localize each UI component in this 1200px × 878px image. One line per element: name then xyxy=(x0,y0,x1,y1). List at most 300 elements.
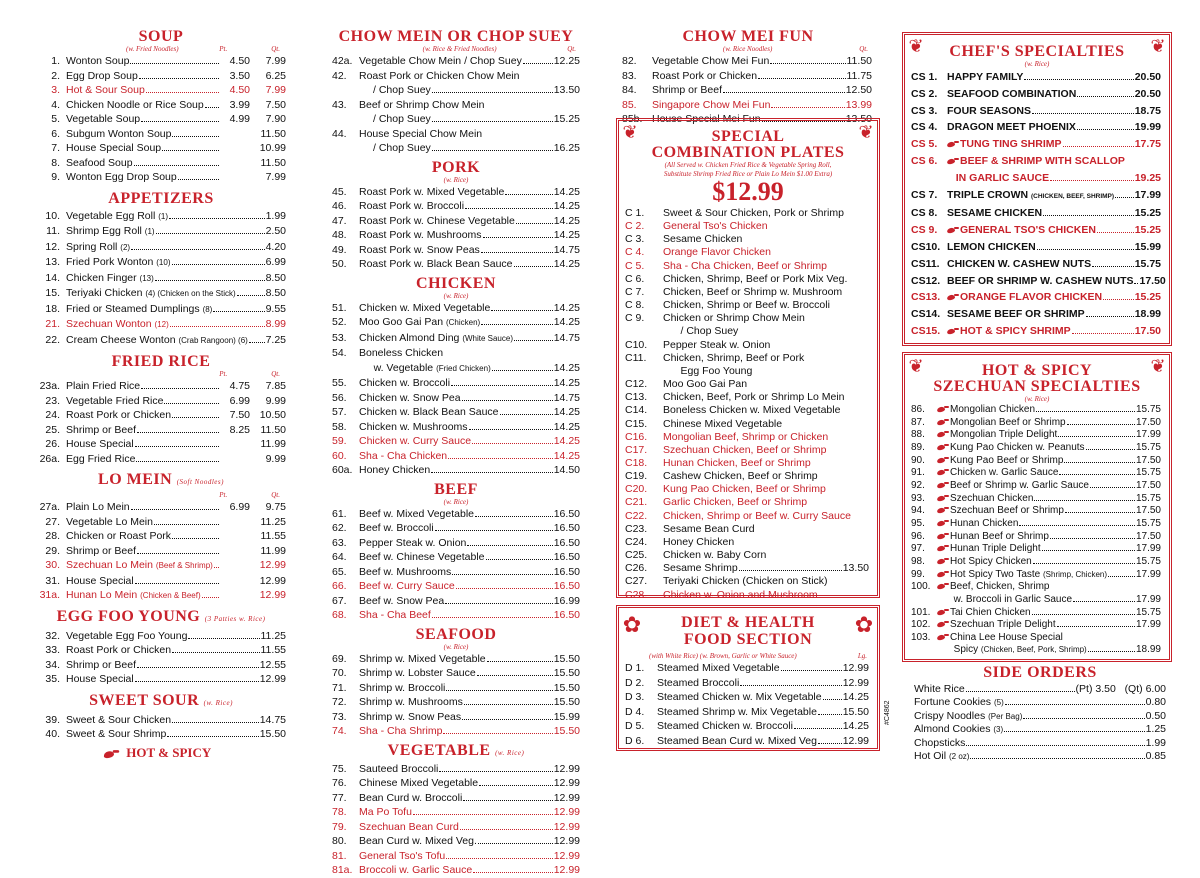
combo-item xyxy=(625,312,869,325)
hot-spicy-sub xyxy=(905,395,1169,404)
item-number: 102. xyxy=(911,619,931,631)
soup-subheader xyxy=(36,45,286,54)
item-note: (1) xyxy=(158,211,169,221)
item-name: Garlic Chicken, Beef or Shrimp xyxy=(663,496,808,509)
item-name-text: Beef, Chicken, Shrimp xyxy=(950,581,1050,593)
leader-dots xyxy=(162,149,219,151)
item-name xyxy=(66,394,163,409)
item-price-pt: 8.25 xyxy=(229,423,250,436)
leader-dots xyxy=(1050,179,1134,181)
item-name-cont: / Chop Suey xyxy=(373,142,431,154)
leader-dots xyxy=(1115,196,1134,198)
item-name xyxy=(66,558,213,574)
item-number: 26a. xyxy=(39,452,60,465)
leader-dots xyxy=(172,135,219,137)
item-name xyxy=(359,214,515,229)
item-price: 1.25 xyxy=(1145,723,1166,736)
item-name xyxy=(359,652,486,667)
item-name xyxy=(914,696,1004,710)
diet-item xyxy=(625,705,869,720)
fried-rice-item xyxy=(36,452,286,467)
item-name xyxy=(359,666,476,681)
combo-item xyxy=(625,536,869,549)
item-price: 12.99 xyxy=(553,835,580,847)
item-name-text: China Lee House Special xyxy=(950,631,1063,643)
appetizers-list xyxy=(36,209,286,349)
hot-pepper-icon xyxy=(937,583,949,589)
item-price: 14.25 xyxy=(553,406,580,418)
chef-item xyxy=(911,103,1161,120)
combo-item xyxy=(625,483,869,496)
item-price: 12.99 xyxy=(553,777,580,789)
item-price: 11.25 xyxy=(260,629,286,642)
item-name xyxy=(66,643,171,658)
leader-dots xyxy=(446,857,552,859)
hot-spicy-item xyxy=(911,581,1161,594)
chicken-item xyxy=(332,315,580,331)
fried-rice-item xyxy=(36,394,286,409)
item-number: 88. xyxy=(911,429,925,441)
item-name-text: Hunan Triple Delight xyxy=(950,543,1041,555)
item-name xyxy=(359,710,461,725)
hot-pepper-icon xyxy=(947,227,959,233)
hot-pepper-icon xyxy=(937,406,949,412)
hot-spicy-item xyxy=(911,429,1161,442)
leader-dots xyxy=(164,402,219,404)
item-name-text: Shrimp w. Lobster Sauce xyxy=(359,667,476,679)
egg-foo-title-text: EGG FOO YOUNG xyxy=(56,607,201,625)
leader-dots xyxy=(1065,511,1135,513)
item-price: 12.99 xyxy=(553,820,580,833)
item-name xyxy=(947,273,1133,290)
item-name xyxy=(359,762,438,777)
lo-mein-qt-label: Qt. xyxy=(271,491,280,499)
leader-dots xyxy=(1037,248,1134,250)
item-price: 9.55 xyxy=(265,302,286,315)
leader-dots xyxy=(1032,613,1135,615)
item-price: 14.50 xyxy=(553,464,580,476)
hot-pepper-icon xyxy=(937,545,949,551)
leader-dots xyxy=(214,566,219,568)
item-name xyxy=(657,719,793,734)
item-name xyxy=(914,737,965,750)
item-number: CS 1. xyxy=(911,71,938,83)
egg-foo-young-title xyxy=(36,608,286,628)
item-name xyxy=(66,271,154,287)
item-name xyxy=(947,119,1076,136)
item-name xyxy=(359,228,482,243)
item-price: 12.99 xyxy=(553,791,580,804)
leader-dots xyxy=(1086,448,1135,450)
item-price: 17.50 xyxy=(1139,274,1166,287)
leader-dots xyxy=(1064,461,1135,463)
diet-sub-note: (with White Rice) (w. Brown, Garlic or White Sauce) xyxy=(649,652,797,660)
hot-pepper-icon xyxy=(937,571,949,577)
item-price: 15.75 xyxy=(1135,492,1161,504)
item-name-text: Szechuan Wonton xyxy=(66,318,152,330)
leader-dots xyxy=(213,310,264,312)
item-name-text: Hunan Lo Mein xyxy=(66,589,138,601)
leader-dots xyxy=(172,651,259,653)
chicken-list xyxy=(332,301,580,478)
item-name-text: Shrimp or Beef xyxy=(66,544,137,557)
item-name xyxy=(950,467,1058,480)
appetizer-item xyxy=(36,286,286,302)
hot-spicy-item xyxy=(911,505,1161,518)
beef-item xyxy=(332,521,580,536)
combo-item xyxy=(625,523,869,536)
side-order-item xyxy=(914,696,1166,710)
item-number: 67. xyxy=(332,594,347,607)
item-name-text: Tai Chien Chicken xyxy=(950,606,1031,618)
appetizers-title: APPETIZERS xyxy=(108,189,214,207)
item-name-text: Roast Pork w. Mixed Vegetable xyxy=(359,185,505,198)
hot-spicy-item xyxy=(911,619,1161,632)
item-name-text: Roast Pork w. Black Bean Sauce xyxy=(359,258,513,270)
item-name xyxy=(914,710,1022,724)
item-price: 14.25 xyxy=(553,200,580,212)
item-price: 14.25 xyxy=(553,229,580,241)
item-price: 18.75 xyxy=(1134,104,1161,117)
item-number: 70. xyxy=(332,667,347,679)
chow-mein-item-cont xyxy=(332,112,580,127)
leader-dots xyxy=(135,445,219,447)
leader-dots xyxy=(486,558,553,560)
combo-sub-2-text: Substitute Shrimp Fried Rice or Plain Lo Mein $1.00 Extra) xyxy=(663,170,833,178)
hot-spicy-item xyxy=(911,455,1161,468)
item-price: 12.99 xyxy=(553,762,580,775)
item-number: C14. xyxy=(625,404,648,417)
item-name xyxy=(950,455,1063,468)
item-name xyxy=(950,569,1107,582)
item-name-text: HAPPY FAMILY xyxy=(947,71,1024,83)
combo-item xyxy=(625,457,869,470)
item-name: Sweet & Sour Chicken, Pork or Shrimp xyxy=(663,207,844,219)
appetizer-item xyxy=(36,209,286,225)
item-number: 64. xyxy=(332,551,347,563)
chow-mei-fun-subheader xyxy=(616,45,880,54)
vegetable-list xyxy=(332,762,580,878)
pork-item xyxy=(332,199,580,214)
item-number: D 1. xyxy=(625,662,645,674)
vegetable-title-text: VEGETABLE xyxy=(387,741,491,759)
leader-dots xyxy=(1090,486,1135,488)
item-name: Chicken, Shrimp, Beef or Pork Mix Veg. xyxy=(663,272,848,285)
chicken-item xyxy=(332,420,580,435)
chef-item xyxy=(911,86,1161,103)
item-name xyxy=(657,676,739,691)
item-number: 93. xyxy=(911,492,925,504)
item-name xyxy=(914,723,1003,737)
item-price-qt: 11.55 xyxy=(260,530,286,542)
item-name xyxy=(359,579,455,594)
item-number: C21. xyxy=(625,496,648,509)
item-name-text: SESAME BEEF OR SHRIMP xyxy=(947,308,1085,321)
item-name xyxy=(66,112,140,127)
egg-foo-young-item xyxy=(36,643,286,658)
combo-item xyxy=(625,207,869,220)
leader-dots xyxy=(1023,717,1144,719)
leader-dots xyxy=(172,416,219,418)
item-name: General Tso's Chicken xyxy=(663,220,768,233)
leader-dots xyxy=(169,217,265,219)
item-note: (3) xyxy=(993,725,1004,735)
item-name xyxy=(66,333,248,349)
hot-spicy-item xyxy=(911,644,1161,657)
item-name-text: Sweet & Sour Chicken xyxy=(66,713,172,726)
item-price: 15.25 xyxy=(1134,224,1161,237)
hot-spicy-item xyxy=(911,467,1161,480)
item-note: (Per Bag) xyxy=(988,711,1023,721)
lo-mein-item xyxy=(36,544,286,559)
item-price-pt: 3.50 xyxy=(229,69,250,82)
diet-title-2: FOOD SECTION xyxy=(683,631,813,648)
item-name-text: Wonton Soup xyxy=(66,55,130,67)
beef-sub xyxy=(332,498,580,507)
item-number: C 1. xyxy=(625,207,645,219)
item-number: C23. xyxy=(625,522,648,535)
combo-item xyxy=(625,562,869,575)
diet-item xyxy=(625,734,869,749)
item-name xyxy=(66,141,161,156)
item-price: 14.25 xyxy=(553,361,580,374)
item-number: C 7. xyxy=(625,285,645,298)
leader-dots xyxy=(1077,95,1133,97)
chef-item xyxy=(911,256,1161,273)
item-number: 31a. xyxy=(39,589,60,601)
item-name xyxy=(947,69,1023,86)
leader-dots xyxy=(188,637,259,639)
item-price: 16.99 xyxy=(553,594,580,607)
seafood-item xyxy=(332,666,580,681)
combo-item xyxy=(625,352,869,365)
leader-dots xyxy=(483,236,553,238)
item-number: 57. xyxy=(332,406,347,418)
hot-pepper-icon xyxy=(937,507,949,513)
leader-dots xyxy=(1005,703,1145,705)
item-price: 14.25 xyxy=(553,301,580,314)
chef-item xyxy=(911,323,1161,340)
chow-mein-qt-label: Qt. xyxy=(567,45,576,53)
beef-item xyxy=(332,579,580,594)
leader-dots xyxy=(465,207,553,209)
item-price-qt: 9.99 xyxy=(265,394,286,407)
hot-spicy-item xyxy=(911,480,1161,493)
leader-dots xyxy=(134,164,219,166)
item-name-text: Chicken w. Snow Pea xyxy=(359,391,461,404)
item-name-text: Teriyaki Chicken xyxy=(66,287,143,299)
item-name-text: Fried Pork Wonton xyxy=(66,256,154,268)
item-price-qt: 11.50 xyxy=(260,127,286,140)
item-name-text: Chicken w. Black Bean Sauce xyxy=(359,406,499,418)
item-note: (8) xyxy=(202,304,213,314)
item-price: 6.99 xyxy=(265,256,286,268)
item-name xyxy=(657,690,822,705)
item-name-text: Vegetable Soup xyxy=(66,113,141,125)
vegetable-item xyxy=(332,762,580,777)
item-name-text: Shrimp w. Mushrooms xyxy=(359,696,463,708)
item-number: 84. xyxy=(622,84,637,96)
item-note: (Chicken, Beef, Pork, Shrimp) xyxy=(980,645,1087,655)
item-number: 31. xyxy=(45,574,60,587)
item-name-text: Sweet & Sour Shrimp xyxy=(66,728,167,740)
leader-dots xyxy=(739,569,842,571)
item-name-text: Szechuan Bean Curd xyxy=(359,820,459,833)
item-number: C12. xyxy=(625,378,648,391)
item-name xyxy=(66,83,145,98)
leader-dots xyxy=(146,91,219,93)
item-price: 14.25 xyxy=(553,449,580,462)
hot-spicy-title-1: HOT & SPICY xyxy=(981,362,1093,379)
item-name-text: Pepper Steak w. Onion xyxy=(359,536,467,549)
appetizer-item xyxy=(36,317,286,333)
leader-dots xyxy=(1067,423,1135,425)
item-name xyxy=(66,317,169,333)
item-note: (12) xyxy=(154,320,169,329)
leader-dots xyxy=(413,813,553,815)
item-number: 90. xyxy=(911,454,925,466)
item-price: 11.75 xyxy=(846,69,872,82)
item-number: 1. xyxy=(51,55,60,67)
item-number: 94. xyxy=(911,505,925,517)
beef-item xyxy=(332,608,580,623)
vegetable-title-note: (w. Rice) xyxy=(495,748,525,757)
seafood-item xyxy=(332,681,580,696)
item-price: 2.50 xyxy=(265,225,286,237)
beef-list xyxy=(332,507,580,623)
leader-dots xyxy=(1086,315,1134,317)
item-number: CS 9. xyxy=(911,224,938,237)
item-name-text: General Tso's Tofu xyxy=(359,849,446,862)
combo-title-2: COMBINATION PLATES xyxy=(651,144,845,161)
item-price: 15.99 xyxy=(553,710,580,723)
item-name xyxy=(359,681,445,696)
chef-item xyxy=(911,239,1161,256)
lo-mein-list xyxy=(36,500,286,604)
soup-item xyxy=(36,170,286,185)
item-price-qt: 11.50 xyxy=(260,423,286,436)
fried-rice-item xyxy=(36,437,286,452)
item-price: 14.25 xyxy=(553,258,580,270)
leader-dots xyxy=(202,596,219,598)
leader-dots xyxy=(451,384,553,386)
item-name-text: TRIPLE CROWN xyxy=(947,188,1029,201)
item-name-text: Kung Pao Chicken w. Peanuts xyxy=(950,441,1085,453)
chef-item xyxy=(911,205,1161,222)
item-price: 15.75 xyxy=(1135,555,1161,567)
item-name: Pepper Steak w. Onion xyxy=(663,338,771,351)
item-number: 50. xyxy=(332,258,347,270)
combo-item xyxy=(625,431,869,444)
item-price: 15.75 xyxy=(1135,606,1161,618)
item-name xyxy=(359,863,472,878)
item-number: CS 3. xyxy=(911,104,938,117)
item-name-text: Crispy Noodles xyxy=(914,709,986,722)
beef-sub-note: (w. Rice) xyxy=(443,497,469,506)
combo-item xyxy=(625,589,869,602)
item-number: C 8. xyxy=(625,299,645,312)
chicken-item xyxy=(332,346,580,361)
leader-dots xyxy=(818,742,842,744)
item-number: C27. xyxy=(625,575,648,588)
item-price: 6.00 xyxy=(1145,683,1166,695)
leader-dots xyxy=(172,537,219,539)
item-name xyxy=(66,302,212,318)
item-name: Hunan Chicken, Beef or Shrimp xyxy=(663,456,811,469)
hot-spicy-item xyxy=(911,607,1161,620)
leader-dots xyxy=(432,149,553,151)
item-number: 103. xyxy=(911,631,931,643)
chef-item xyxy=(911,119,1161,136)
item-price-pt: 4.75 xyxy=(229,380,250,392)
item-name-text: Vegetable Fried Rice xyxy=(66,394,164,407)
item-name: / Chop Suey xyxy=(663,325,739,338)
item-name-text: Beef w. Snow Pea xyxy=(359,594,445,607)
combo-item xyxy=(625,378,869,391)
item-name-text: Mongolian Beef or Shrimp xyxy=(950,416,1066,428)
hot-pepper-icon xyxy=(947,328,959,334)
item-name-text: Szechuan Lo Mein xyxy=(66,559,153,571)
item-name xyxy=(66,672,134,687)
item-name-text: Chicken w. Garlic Sauce xyxy=(950,467,1059,479)
item-price: 12.99 xyxy=(842,734,869,747)
item-number: CS 6. xyxy=(911,154,938,167)
item-number: D 5. xyxy=(625,720,645,732)
item-number: 91. xyxy=(911,467,925,479)
combo-item xyxy=(625,273,869,286)
chow-mei-fun-title: CHOW MEI FUN xyxy=(682,28,814,45)
item-number: 76. xyxy=(332,777,347,789)
item-number: 85. xyxy=(622,98,637,111)
diet-list xyxy=(619,661,877,748)
soup-item xyxy=(36,54,286,69)
item-number: 100. xyxy=(911,581,931,593)
item-name xyxy=(66,727,166,742)
item-name-text: Beef w. Chinese Vegetable xyxy=(359,551,485,563)
leader-dots xyxy=(237,294,265,296)
item-price-qt: 11.99 xyxy=(260,438,286,450)
item-price: 15.75 xyxy=(1135,441,1161,453)
chef-item xyxy=(911,222,1161,239)
item-name-text: Chicken w. Broccoli xyxy=(359,377,451,389)
leader-dots xyxy=(446,689,552,691)
pork-item xyxy=(332,243,580,258)
combo-item xyxy=(625,444,869,457)
item-number: 97. xyxy=(911,543,925,555)
column-2 xyxy=(332,28,580,878)
item-name-text: FOUR SEASONS xyxy=(947,104,1032,117)
chef-title: CHEF'S SPECIALTIES xyxy=(949,43,1125,60)
item-name-text: Chicken Noodle or Rice Soup xyxy=(66,98,204,111)
item-name xyxy=(359,243,480,258)
chow-mein-subheader xyxy=(332,45,580,54)
item-name: Kung Pao Chicken, Beef or Shrimp xyxy=(663,483,826,496)
item-note: (Crab Rangoon) (6) xyxy=(178,335,248,345)
leader-dots xyxy=(516,222,553,224)
item-number: 42a. xyxy=(332,55,353,67)
item-price: 14.75 xyxy=(553,243,580,256)
item-number: C 3. xyxy=(625,233,645,246)
leader-dots xyxy=(155,279,265,281)
leader-dots xyxy=(1043,214,1134,216)
leader-dots xyxy=(1034,499,1135,501)
item-name xyxy=(652,98,770,113)
item-name: Cashew Chicken, Beef or Shrimp xyxy=(663,470,818,483)
item-price-qt: 7.99 xyxy=(265,84,286,96)
leader-dots xyxy=(1063,145,1134,147)
item-number: 56. xyxy=(332,391,347,404)
chicken-item xyxy=(332,434,580,449)
